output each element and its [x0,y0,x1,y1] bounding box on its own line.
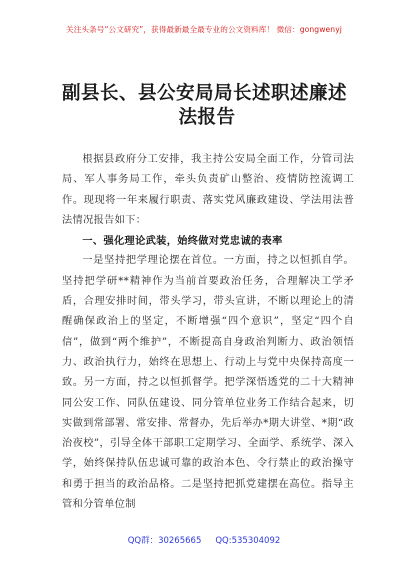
contact-footer [0,534,408,546]
title-line-1: 副县长、县公安局局长述职述廉述 [62,83,348,104]
promo-banner: 关注头条号“公文研究”，获得最新最全最专业的公文资料库！ 微信：gongwenyj [66,25,342,34]
qq-group-text: QQ群：30265665 [127,536,202,546]
title-line-2: 法报告 [178,107,236,128]
qq-text: QQ:535304092 [215,536,281,546]
document-body [62,150,354,515]
section-heading: 一、强化理论武装，始终做对党忠诚的表率 [82,235,283,248]
intro-paragraph: 根据县政府分工安排，我主持公安局全面工作，分管司法局、军人事务局工作，牵头负责矿山整治、疫情防控流调工作。现现将一年来履行职责、落实党风廉政建设、学法用法普法情况报告如下： [62,154,354,226]
document-title [62,82,352,130]
body-paragraph: 一是坚持把学理论摆在首位。一方面，持之以恒抓自学。坚持把学研**精神作为当前首要政治任务，合理解决工学矛盾，合理安排时间，带头学习，带头宣讲，不断以理论上的清醒确保政治上的坚定，不断增强“四个意识”，坚定“四个自信”，做到“两个维护”，不断提高自身政治判断力、政治领悟力、政治执行力，始终在思想上、行动上与党中央保持高度一致。另一方面，持之以恒抓督学。把学深悟透党的二十大精神同公安工作、同队伍建设、同分管单位业务工作结合起来，切实做到常部署、常安排、常督办，先后举办*期大讲堂、*期“政治夜校”，引导全体干部职工定期学习、全面学、系统学、深入学，始终保持队伍忠诚可靠的政治本色、令行禁止的政治操守和勇于担当的政治品格。二是坚持把抓党建摆在高位。指导主管和分管单位制 [62,255,354,511]
